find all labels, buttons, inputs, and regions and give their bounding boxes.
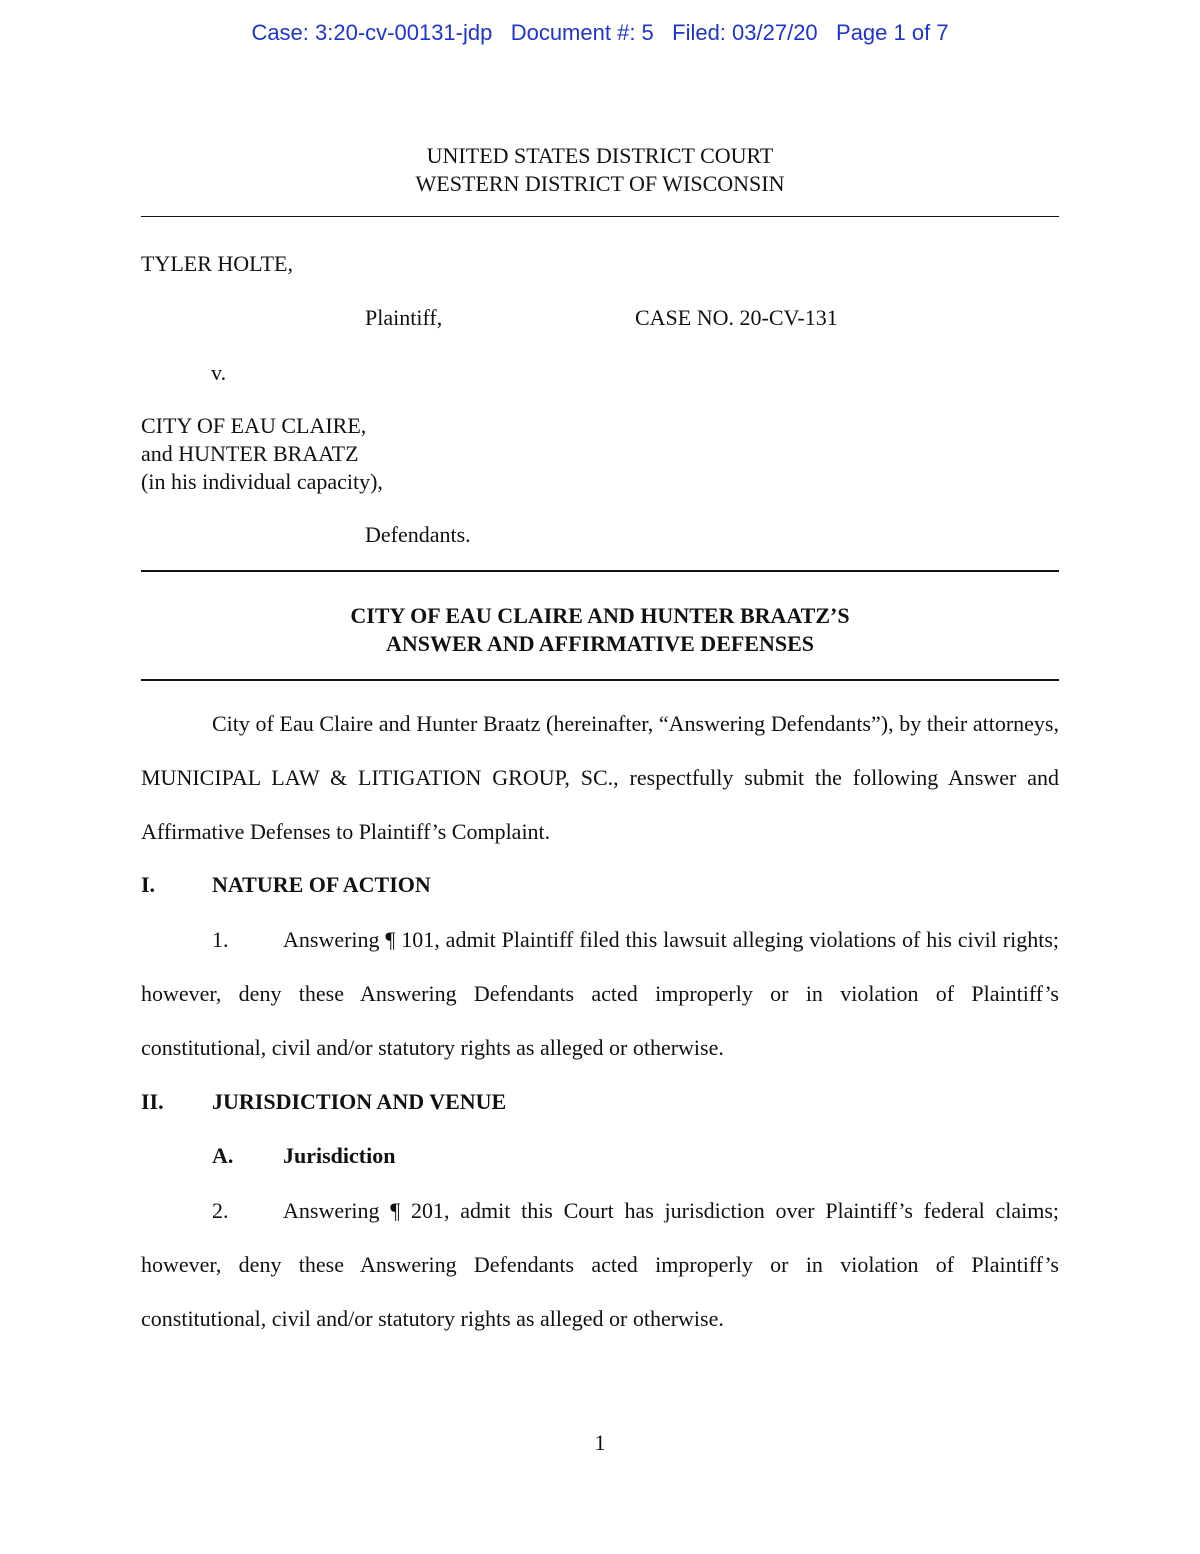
- title-bottom-rule: [141, 679, 1059, 681]
- paragraph-text: Answering ¶ 101, admit Plaintiff filed this lawsuit alleging violations of his civil rights; however, deny these Answering Defendants acted improperly or in violation of Plaintiff’s constitutional, civil and/or statutory rights as alleged or otherwise.: [141, 927, 1059, 1060]
- document-title: [0, 602, 1200, 658]
- defendant-line2: and HUNTER BRAATZ: [141, 441, 359, 466]
- title-top-rule: [141, 570, 1059, 572]
- section-heading-2: [141, 1089, 506, 1115]
- section-number: I.: [141, 872, 156, 897]
- subsection-heading-a: [212, 1143, 395, 1169]
- defendant-role: Defendants.: [365, 522, 471, 547]
- plaintiff-role: Plaintiff,: [365, 305, 443, 330]
- document-title-line2: ANSWER AND AFFIRMATIVE DEFENSES: [385, 631, 815, 656]
- case-number-stamp: Case: 3:20-cv-00131-jdp: [251, 20, 493, 45]
- intro-paragraph: City of Eau Claire and Hunter Braatz (hereinafter, “Answering Defendants”), by their attorneys, MUNICIPAL LAW & LITIGATION GROUP, SC., respectfully submit the following Answer and Affirmative Defenses to Plaintiff’s Complaint.: [141, 711, 1059, 844]
- caption-top-rule: [141, 216, 1059, 217]
- defendant-line1: CITY OF EAU CLAIRE,: [141, 413, 367, 438]
- section-heading-1: [141, 872, 431, 898]
- court-name: [0, 142, 1200, 198]
- document-title-line1: CITY OF EAU CLAIRE AND HUNTER BRAATZ’S: [350, 603, 850, 628]
- paragraph-number: 1.: [212, 927, 229, 952]
- subsection-number: A.: [212, 1143, 234, 1168]
- subsection-title: Jurisdiction: [283, 1143, 396, 1168]
- paragraph-1: [141, 913, 1059, 1075]
- paragraph-text: Answering ¶ 201, admit this Court has jurisdiction over Plaintiff’s federal claims; however, deny these Answering Defendants acted improperly or in violation of Plaintiff’s constitutional, civil and/or statutory rights as alleged or otherwise.: [141, 1198, 1059, 1331]
- page-number: 1: [594, 1430, 606, 1455]
- case-number: CASE NO. 20-CV-131: [635, 305, 838, 330]
- court-name-line2: WESTERN DISTRICT OF WISCONSIN: [415, 171, 785, 196]
- section-number: II.: [141, 1089, 164, 1114]
- section-title: JURISDICTION AND VENUE: [212, 1089, 507, 1114]
- section-title: NATURE OF ACTION: [212, 872, 431, 897]
- ecf-header-stamp: [0, 20, 1200, 46]
- paragraph-number: 2.: [212, 1198, 229, 1223]
- page-count-stamp: Page 1 of 7: [836, 20, 949, 45]
- versus: v.: [211, 360, 227, 385]
- paragraph-2: [141, 1184, 1059, 1346]
- defendants-block: [141, 412, 383, 496]
- defendant-line3: (in his individual capacity),: [141, 469, 383, 494]
- plaintiff-name: TYLER HOLTE,: [141, 251, 293, 276]
- filed-date-stamp: Filed: 03/27/20: [672, 20, 818, 45]
- court-name-line1: UNITED STATES DISTRICT COURT: [426, 143, 774, 168]
- document-number-stamp: Document #: 5: [510, 20, 654, 45]
